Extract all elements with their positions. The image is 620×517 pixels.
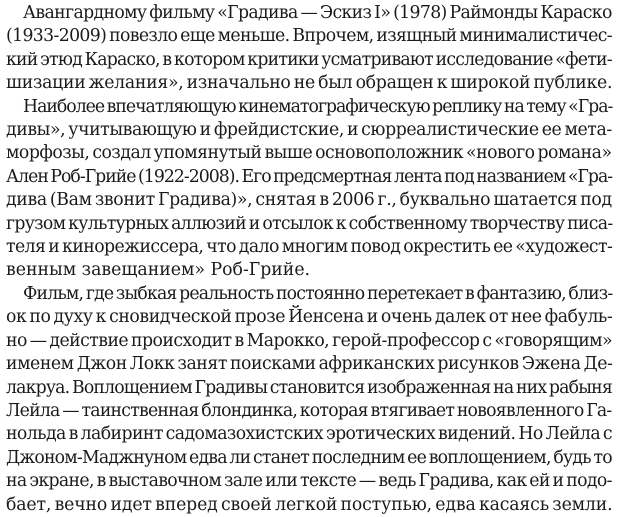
- text-line: теля и кинорежиссера, что дало многим повод окрестить ее «художест-: [6, 237, 613, 258]
- paragraph-1: [6, 2, 612, 96]
- text-line: морфозы, создал упомянутый выше основоположник «нового романа»: [6, 143, 612, 164]
- text-line: Авангардному фильму «Градива — Эскиз I» (1978) Раймонды Караско: [23, 3, 612, 23]
- text-line: ок по духу к сновидческой прозе Йенсена и очень далек от нее фабуль-: [6, 307, 613, 328]
- text-line: Ален Роб-Грийе (1922-2008). Его предсмертная лента под названием «Гра-: [6, 166, 613, 187]
- text-line: дивы», учитывающую и фрейдистские, и сюрреалистические ее мета-: [6, 120, 612, 141]
- text-line: венным завещанием» Роб-Грийе.: [6, 260, 311, 281]
- text-line: нольда в лабиринт садомазохистских эротических видений. Но Лейла с: [6, 424, 613, 445]
- text-line: лакруа. Воплощением Градивы становится изображенная на них рабыня: [6, 377, 612, 398]
- text-line: Джоном-Маджнуном едва ли станет последним ее воплощением, будь то: [6, 447, 612, 468]
- text-line: бает, вечно идет вперед своей легкой поступью, едва касаясь земли.: [6, 494, 613, 515]
- paragraph-3: [6, 283, 612, 517]
- text-line: Лейла — таинственная блондинка, которая втягивает новоявленного Га-: [6, 400, 612, 421]
- text-line: именем Джон Локк занят поисками африканских рисунков Эжена Де-: [6, 354, 613, 375]
- text-line: кий этюд Караско, в котором критики усматривают исследование «фети-: [6, 49, 612, 70]
- text-line: на экране, в выставочном зале или тексте — ведь Градива, как ей и подо-: [6, 471, 612, 492]
- text-line: но — действие происходит в Марокко, герой-профессор с «говорящим»: [6, 330, 613, 351]
- text-line: Фильм, где зыбкая реальность постоянно перетекает в фантазию, близ-: [23, 283, 613, 304]
- text-line: Наиболее впечатляющую кинематографическую реплику на тему «Гра-: [23, 96, 613, 117]
- text-line: грузом культурных аллюзий и отсылок к собственному творчеству писа-: [6, 213, 613, 234]
- paragraph-2: [6, 96, 612, 283]
- text-line: шизации желания», изначально не был обращен к широкой публике.: [6, 73, 613, 94]
- text-line: дива (Вам звонит Градива)», снятая в 2006 г., буквально шатается под: [6, 190, 612, 211]
- text-line: (1933-2009) повезло еще меньше. Впрочем, изящный минималистичес-: [6, 26, 612, 47]
